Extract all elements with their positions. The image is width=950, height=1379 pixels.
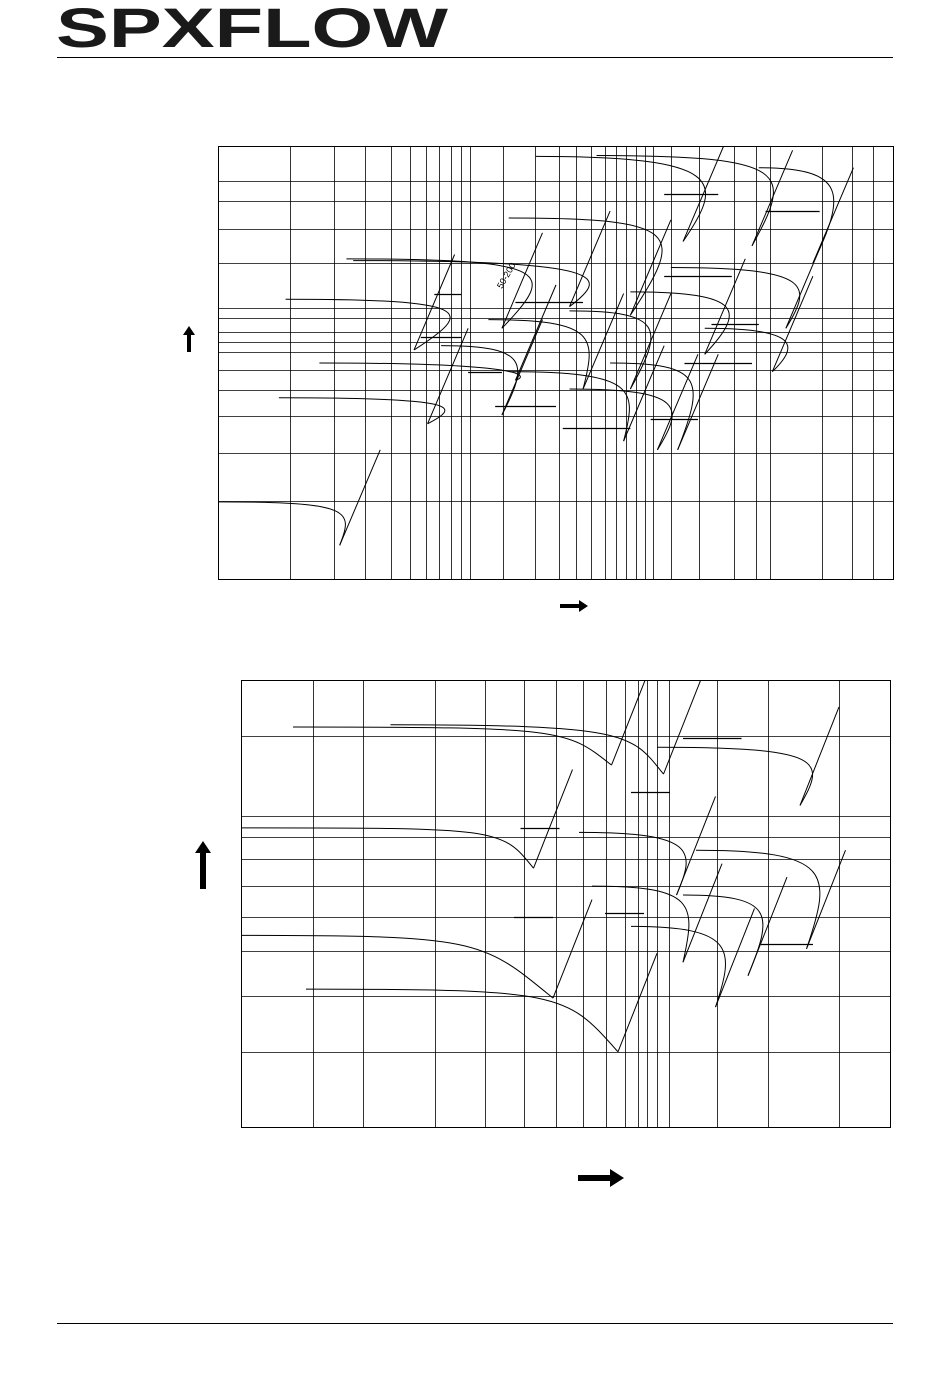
pump-curve-boundary xyxy=(502,320,543,415)
spxflow-logo xyxy=(56,4,448,50)
pump-curve-boundary xyxy=(800,707,839,806)
pump-curve-boundary xyxy=(678,354,719,449)
pump-curve xyxy=(631,926,726,1007)
pump-curve xyxy=(536,156,706,241)
header-rule xyxy=(57,57,893,58)
pump-curve xyxy=(597,156,774,246)
pump-curve-boundary xyxy=(752,150,793,245)
pump-curve-boundary xyxy=(813,168,854,263)
pump-curve xyxy=(391,725,664,774)
footer-rule xyxy=(57,1323,893,1324)
pump-curve-boundary xyxy=(677,796,716,895)
pump-curve-boundary xyxy=(716,908,755,1007)
pump-curve xyxy=(683,895,763,976)
pump-curve-boundary xyxy=(705,259,746,354)
lower-x-arrow-icon xyxy=(578,1169,624,1187)
pump-curve xyxy=(696,850,820,949)
pump-curve-boundary xyxy=(772,276,813,371)
upper-x-arrow-icon xyxy=(560,599,588,613)
upper-performance-chart xyxy=(218,146,894,580)
lower-performance-chart xyxy=(241,680,891,1128)
pump-curve xyxy=(509,218,662,315)
pump-curve-boundary xyxy=(786,233,827,328)
pump-curve-boundary xyxy=(657,354,698,449)
pump-curve xyxy=(241,828,534,868)
upper-y-arrow-icon xyxy=(182,326,196,352)
pump-curve xyxy=(241,935,553,998)
pump-curve-boundary xyxy=(553,900,592,999)
pump-curve xyxy=(657,747,813,805)
pump-curve xyxy=(319,363,520,380)
chart-frame xyxy=(242,681,891,1128)
pump-curve-boundary xyxy=(583,294,624,389)
pump-curve xyxy=(279,398,445,424)
pump-curve-boundary xyxy=(618,953,657,1052)
pump-curve xyxy=(293,727,612,765)
model-label: 50-200 xyxy=(494,260,518,291)
pump-curve xyxy=(353,261,589,307)
pump-curve-boundary xyxy=(570,211,611,306)
lower-y-arrow-icon xyxy=(195,841,211,889)
pump-curve-boundary xyxy=(683,864,722,963)
pump-curve xyxy=(570,311,651,389)
pump-curve xyxy=(218,502,345,545)
pump-curve-boundary xyxy=(340,450,381,545)
pump-curve xyxy=(306,989,618,1052)
brand-wordmark: SPXFLOW xyxy=(56,4,448,50)
pump-curve-boundary xyxy=(534,770,573,869)
pump-curve-boundary xyxy=(748,877,787,976)
